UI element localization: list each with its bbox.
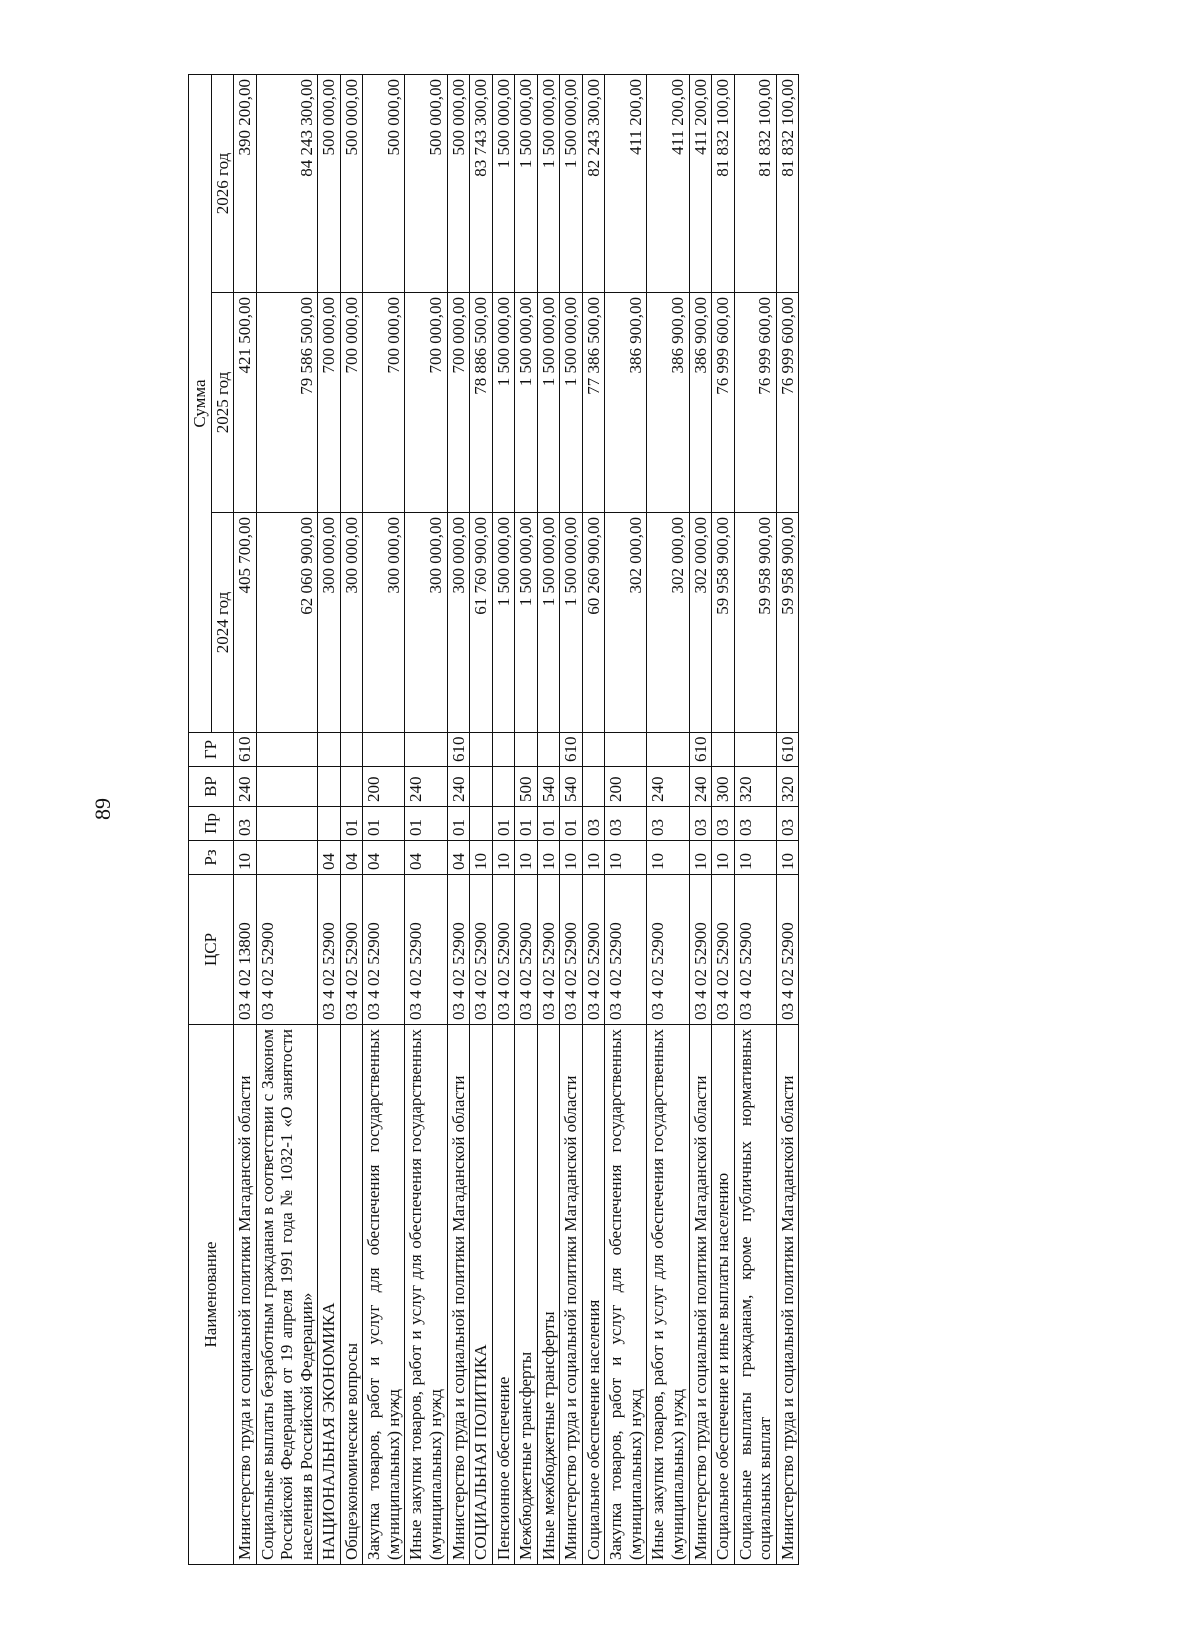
table-row	[340, 75, 363, 1565]
table-header	[189, 75, 234, 1565]
cell-sum-2026: 81 832 100,00	[712, 75, 735, 293]
cell-sum-2025: 1 500 000,00	[492, 293, 515, 513]
cell-pr: 01	[492, 807, 515, 841]
cell-name: Министерство труда и социальной политики Магаданской области	[689, 1025, 712, 1565]
cell-pr: 01	[447, 807, 470, 841]
cell-gr	[605, 733, 647, 767]
cell-sum-2025: 1 500 000,00	[537, 293, 560, 513]
cell-name: Иные закупки товаров, работ и услуг для обеспечения государственных (муниципальных) нужд	[405, 1025, 447, 1565]
cell-pr: 03	[234, 807, 257, 841]
cell-csr: 03 4 02 52900	[318, 875, 341, 1025]
cell-name: Иные закупки товаров, работ и услуг для обеспечения государственных (муниципальных) нужд	[647, 1025, 689, 1565]
header-pr: Пр	[189, 807, 234, 841]
cell-sum-2025: 76 999 600,00	[712, 293, 735, 513]
cell-gr	[256, 733, 318, 767]
cell-sum-2024: 302 000,00	[647, 513, 689, 733]
cell-gr	[470, 733, 493, 767]
cell-pr: 03	[582, 807, 605, 841]
cell-sum-2024: 300 000,00	[447, 513, 470, 733]
cell-vr	[492, 767, 515, 807]
cell-csr: 03 4 02 52900	[712, 875, 735, 1025]
cell-sum-2025: 76 999 600,00	[734, 293, 776, 513]
cell-sum-2025: 1 500 000,00	[515, 293, 538, 513]
cell-csr: 03 4 02 52900	[340, 875, 363, 1025]
cell-sum-2025: 700 000,00	[363, 293, 405, 513]
cell-rz: 10	[734, 841, 776, 875]
cell-vr	[470, 767, 493, 807]
cell-pr: 03	[689, 807, 712, 841]
cell-sum-2024: 1 500 000,00	[515, 513, 538, 733]
cell-sum-2024: 1 500 000,00	[537, 513, 560, 733]
table-row	[582, 75, 605, 1565]
cell-sum-2025: 700 000,00	[447, 293, 470, 513]
cell-pr: 01	[340, 807, 363, 841]
cell-rz: 10	[560, 841, 583, 875]
cell-gr: 610	[689, 733, 712, 767]
cell-sum-2026: 1 500 000,00	[492, 75, 515, 293]
cell-csr: 03 4 02 13800	[234, 875, 257, 1025]
header-year-2026: 2026 год	[211, 75, 234, 293]
cell-csr: 03 4 02 52900	[405, 875, 447, 1025]
table-row	[405, 75, 447, 1565]
cell-name: НАЦИОНАЛЬНАЯ ЭКОНОМИКА	[318, 1025, 341, 1565]
cell-sum-2024: 62 060 900,00	[256, 513, 318, 733]
cell-pr	[318, 807, 341, 841]
budget-table	[188, 74, 799, 1565]
cell-sum-2026: 1 500 000,00	[560, 75, 583, 293]
cell-sum-2025: 386 900,00	[647, 293, 689, 513]
cell-vr: 240	[689, 767, 712, 807]
cell-sum-2024: 300 000,00	[405, 513, 447, 733]
cell-sum-2025: 386 900,00	[689, 293, 712, 513]
cell-vr: 500	[515, 767, 538, 807]
cell-rz: 10	[582, 841, 605, 875]
cell-sum-2024: 300 000,00	[363, 513, 405, 733]
cell-csr: 03 4 02 52900	[560, 875, 583, 1025]
cell-sum-2026: 81 832 100,00	[734, 75, 776, 293]
cell-csr: 03 4 02 52900	[492, 875, 515, 1025]
cell-csr: 03 4 02 52900	[689, 875, 712, 1025]
cell-csr: 03 4 02 52900	[605, 875, 647, 1025]
cell-name: Пенсионное обеспечение	[492, 1025, 515, 1565]
cell-rz: 10	[492, 841, 515, 875]
cell-sum-2024: 60 260 900,00	[582, 513, 605, 733]
cell-sum-2025: 79 586 500,00	[256, 293, 318, 513]
cell-rz: 10	[537, 841, 560, 875]
cell-name: Социальное обеспечение и иные выплаты населению	[712, 1025, 735, 1565]
cell-pr: 01	[515, 807, 538, 841]
cell-sum-2026: 500 000,00	[405, 75, 447, 293]
cell-sum-2026: 411 200,00	[689, 75, 712, 293]
cell-sum-2026: 1 500 000,00	[515, 75, 538, 293]
header-sum: Сумма	[189, 75, 212, 733]
cell-pr: 01	[405, 807, 447, 841]
table-body	[234, 75, 799, 1565]
cell-sum-2025: 700 000,00	[340, 293, 363, 513]
cell-csr: 03 4 02 52900	[582, 875, 605, 1025]
cell-rz: 04	[340, 841, 363, 875]
cell-sum-2025: 386 900,00	[605, 293, 647, 513]
cell-vr: 320	[776, 767, 799, 807]
cell-sum-2025: 700 000,00	[405, 293, 447, 513]
table-row	[470, 75, 493, 1565]
table-row	[776, 75, 799, 1565]
header-year-2024: 2024 год	[211, 513, 234, 733]
cell-sum-2026: 500 000,00	[363, 75, 405, 293]
cell-pr: 03	[734, 807, 776, 841]
cell-pr	[256, 807, 318, 841]
cell-sum-2024: 302 000,00	[605, 513, 647, 733]
cell-pr: 01	[363, 807, 405, 841]
cell-csr: 03 4 02 52900	[256, 875, 318, 1025]
header-name: Наименование	[189, 1025, 234, 1565]
rotated-table-container	[188, 75, 799, 1565]
cell-gr	[363, 733, 405, 767]
cell-gr	[712, 733, 735, 767]
cell-pr: 03	[605, 807, 647, 841]
cell-vr: 300	[712, 767, 735, 807]
cell-sum-2026: 500 000,00	[318, 75, 341, 293]
table-row	[560, 75, 583, 1565]
cell-sum-2024: 61 760 900,00	[470, 513, 493, 733]
cell-name: Закупка товаров, работ и услуг для обеспечения государственных (муниципальных) нужд	[363, 1025, 405, 1565]
header-csr: ЦСР	[189, 875, 234, 1025]
table-row	[689, 75, 712, 1565]
cell-gr: 610	[447, 733, 470, 767]
cell-rz: 04	[363, 841, 405, 875]
cell-rz: 04	[405, 841, 447, 875]
cell-sum-2024: 300 000,00	[318, 513, 341, 733]
cell-sum-2024: 300 000,00	[340, 513, 363, 733]
cell-gr	[492, 733, 515, 767]
cell-name: Министерство труда и социальной политики Магаданской области	[776, 1025, 799, 1565]
cell-vr: 320	[734, 767, 776, 807]
cell-name: Министерство труда и социальной политики Магаданской области	[447, 1025, 470, 1565]
cell-gr	[318, 733, 341, 767]
cell-vr: 240	[647, 767, 689, 807]
cell-gr	[647, 733, 689, 767]
cell-rz: 10	[647, 841, 689, 875]
cell-name: Министерство труда и социальной политики Магаданской области	[560, 1025, 583, 1565]
cell-vr	[582, 767, 605, 807]
cell-gr	[537, 733, 560, 767]
header-gr: ГР	[189, 733, 234, 767]
cell-vr	[318, 767, 341, 807]
cell-sum-2026: 81 832 100,00	[776, 75, 799, 293]
cell-pr: 03	[712, 807, 735, 841]
cell-vr: 240	[405, 767, 447, 807]
cell-sum-2025: 78 886 500,00	[470, 293, 493, 513]
cell-gr	[405, 733, 447, 767]
cell-rz: 10	[776, 841, 799, 875]
cell-name: Министерство труда и социальной политики Магаданской области	[234, 1025, 257, 1565]
cell-vr: 540	[560, 767, 583, 807]
table-row	[537, 75, 560, 1565]
cell-sum-2026: 411 200,00	[647, 75, 689, 293]
cell-gr: 610	[776, 733, 799, 767]
cell-gr	[515, 733, 538, 767]
table-row	[492, 75, 515, 1565]
cell-csr: 03 4 02 52900	[447, 875, 470, 1025]
cell-rz: 10	[605, 841, 647, 875]
cell-sum-2026: 1 500 000,00	[537, 75, 560, 293]
cell-csr: 03 4 02 52900	[776, 875, 799, 1025]
cell-pr: 03	[776, 807, 799, 841]
cell-name: Социальные выплаты безработным гражданам в соответствии с Законом Российской Федерации от 19 апреля 1991 года № 1032-1 «О занятости населения в Российской Федерации»	[256, 1025, 318, 1565]
cell-rz: 10	[470, 841, 493, 875]
cell-rz: 10	[712, 841, 735, 875]
cell-sum-2026: 500 000,00	[447, 75, 470, 293]
cell-sum-2024: 59 958 900,00	[734, 513, 776, 733]
cell-name: Общеэкономические вопросы	[340, 1025, 363, 1565]
cell-sum-2026: 411 200,00	[605, 75, 647, 293]
cell-vr: 240	[447, 767, 470, 807]
cell-vr: 540	[537, 767, 560, 807]
cell-csr: 03 4 02 52900	[734, 875, 776, 1025]
cell-rz: 10	[515, 841, 538, 875]
cell-gr	[734, 733, 776, 767]
cell-name: Закупка товаров, работ и услуг для обеспечения государственных (муниципальных) нужд	[605, 1025, 647, 1565]
cell-sum-2024: 405 700,00	[234, 513, 257, 733]
cell-name: Межбюджетные трансферты	[515, 1025, 538, 1565]
cell-rz: 04	[447, 841, 470, 875]
cell-sum-2026: 500 000,00	[340, 75, 363, 293]
cell-name: Социальное обеспечение населения	[582, 1025, 605, 1565]
table-row	[256, 75, 318, 1565]
cell-vr	[256, 767, 318, 807]
cell-sum-2025: 700 000,00	[318, 293, 341, 513]
cell-name: Иные межбюджетные трансферты	[537, 1025, 560, 1565]
table-row	[234, 75, 257, 1565]
cell-name: Социальные выплаты гражданам, кроме публичных нормативных социальных выплат	[734, 1025, 776, 1565]
cell-csr: 03 4 02 52900	[647, 875, 689, 1025]
cell-csr: 03 4 02 52900	[470, 875, 493, 1025]
page-number: 89	[90, 798, 115, 820]
cell-gr: 610	[560, 733, 583, 767]
cell-sum-2024: 1 500 000,00	[492, 513, 515, 733]
cell-sum-2024: 1 500 000,00	[560, 513, 583, 733]
header-year-2025: 2025 год	[211, 293, 234, 513]
cell-sum-2026: 82 243 300,00	[582, 75, 605, 293]
cell-pr: 03	[647, 807, 689, 841]
table-row	[605, 75, 647, 1565]
cell-csr: 03 4 02 52900	[515, 875, 538, 1025]
cell-sum-2026: 390 200,00	[234, 75, 257, 293]
cell-sum-2025: 421 500,00	[234, 293, 257, 513]
cell-pr: 01	[560, 807, 583, 841]
cell-name: СОЦИАЛЬНАЯ ПОЛИТИКА	[470, 1025, 493, 1565]
table-row	[363, 75, 405, 1565]
table-row	[734, 75, 776, 1565]
cell-rz	[256, 841, 318, 875]
table-row	[712, 75, 735, 1565]
cell-vr: 200	[363, 767, 405, 807]
cell-pr: 01	[537, 807, 560, 841]
header-rz: Рз	[189, 841, 234, 875]
cell-sum-2024: 59 958 900,00	[776, 513, 799, 733]
cell-sum-2026: 83 743 300,00	[470, 75, 493, 293]
cell-gr	[340, 733, 363, 767]
table-row	[447, 75, 470, 1565]
cell-csr: 03 4 02 52900	[363, 875, 405, 1025]
cell-sum-2024: 59 958 900,00	[712, 513, 735, 733]
table-row	[318, 75, 341, 1565]
cell-sum-2026: 84 243 300,00	[256, 75, 318, 293]
cell-gr	[582, 733, 605, 767]
cell-rz: 04	[318, 841, 341, 875]
cell-sum-2025: 77 386 500,00	[582, 293, 605, 513]
table-row	[515, 75, 538, 1565]
cell-sum-2025: 76 999 600,00	[776, 293, 799, 513]
cell-csr: 03 4 02 52900	[537, 875, 560, 1025]
cell-gr: 610	[234, 733, 257, 767]
cell-sum-2024: 302 000,00	[689, 513, 712, 733]
cell-vr: 200	[605, 767, 647, 807]
cell-rz: 10	[689, 841, 712, 875]
cell-vr: 240	[234, 767, 257, 807]
header-vr: ВР	[189, 767, 234, 807]
table-row	[647, 75, 689, 1565]
cell-rz: 10	[234, 841, 257, 875]
cell-vr	[340, 767, 363, 807]
cell-sum-2025: 1 500 000,00	[560, 293, 583, 513]
cell-pr	[470, 807, 493, 841]
